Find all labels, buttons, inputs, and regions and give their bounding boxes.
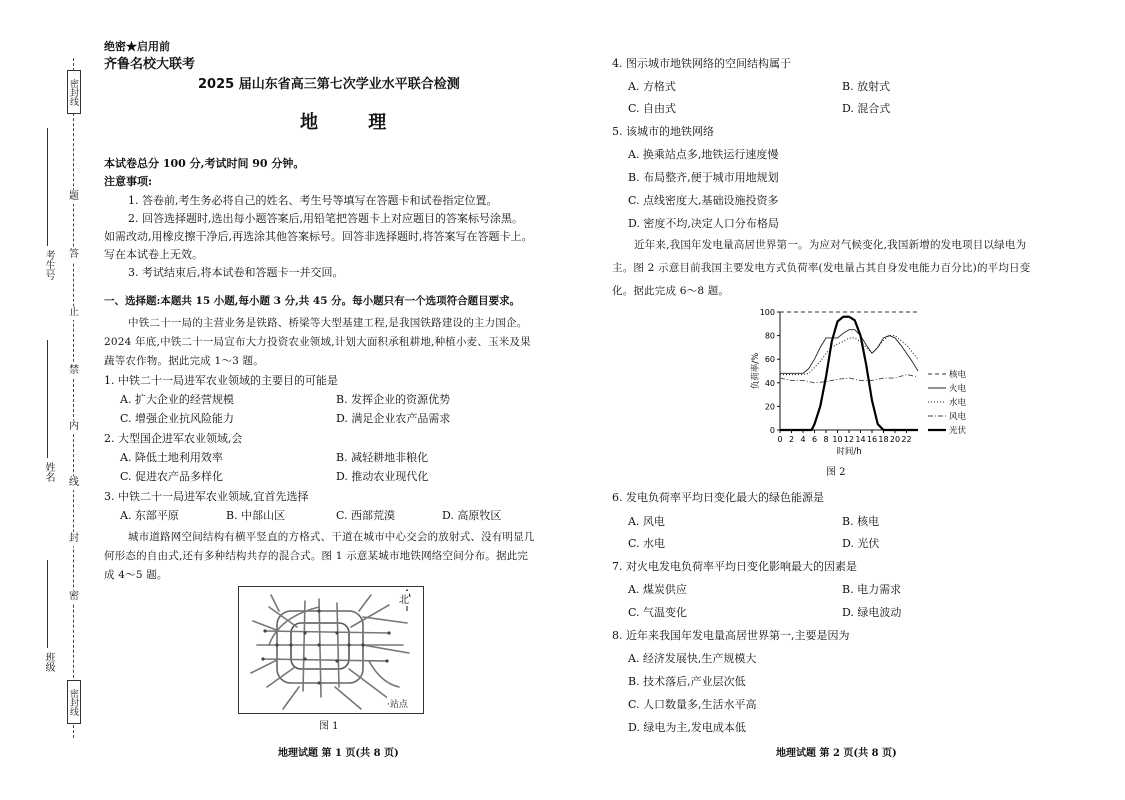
figure-2-caption: 图 2 (826, 467, 846, 478)
page-footer: 地理试题 第 2 页(共 8 页) (776, 748, 897, 759)
question-stem: 7. 对火电发电负荷率平均日变化影响最大的因素是 (612, 560, 857, 573)
option-a[interactable]: A. 方格式 (628, 80, 676, 93)
load-rate-chart (742, 304, 1042, 462)
option-a[interactable]: A. 扩大企业的经营规模 (120, 393, 234, 406)
y-tick-label: 0 (769, 426, 775, 435)
option-a[interactable]: A. 降低土地利用效率 (120, 451, 223, 464)
section-heading: 一、选择题:本题共 15 小题,每小题 3 分,共 45 分。每小题只有一个选项符合题目要求。 (104, 295, 521, 307)
exam-number-field[interactable]: 考生号 (40, 128, 62, 288)
option-b[interactable]: B. 放射式 (842, 80, 891, 93)
x-tick-label: 12 (843, 435, 855, 444)
seal-label-bottom: 密封线 (67, 680, 81, 724)
name-field[interactable]: 姓名 (40, 340, 62, 510)
page-1-column (104, 0, 556, 800)
seal-char: 内 (69, 421, 79, 432)
passage-line: 蔬等农作物。据此完成 1～3 题。 (104, 355, 264, 367)
legend-label: 光伏 (949, 426, 967, 436)
class-field[interactable]: 班级 (40, 560, 62, 680)
x-tick-label: 10 (832, 435, 843, 444)
option-c[interactable]: C. 自由式 (628, 102, 677, 115)
seal-char: 封 (69, 533, 79, 544)
exam-title: 2025 届山东省高三第七次学业水平联合检测 (198, 77, 460, 92)
load-rate-chart-svg (742, 304, 1042, 462)
option-c[interactable]: C. 气温变化 (628, 606, 688, 619)
x-tick-label: 4 (800, 435, 806, 444)
option-c[interactable]: C. 增强企业抗风险能力 (120, 412, 235, 425)
league-name: 齐鲁名校大联考 (104, 57, 196, 72)
question-stem: 5. 该城市的地铁网络 (612, 125, 714, 138)
option-b[interactable]: B. 技术落后,产业层次低 (628, 675, 746, 688)
x-tick-label: 16 (866, 435, 878, 444)
secret-mark: 绝密★启用前 (104, 40, 170, 53)
series-line-风电 (780, 375, 918, 383)
passage-line: 近年来,我国年发电量高居世界第一。为应对气候变化,我国新增的发电项目以绿电为 (634, 239, 1027, 251)
passage-line: 城市道路网空间结构有横平竖直的方格式、干道在城市中心交会的放射式、没有明显几 (128, 531, 535, 543)
option-c[interactable]: C. 西部荒漠 (336, 509, 396, 522)
y-tick-label: 100 (759, 308, 775, 317)
option-b[interactable]: B. 发挥企业的资源优势 (336, 393, 451, 406)
legend-label: 水电 (949, 398, 967, 408)
x-axis-label: 时间/h (836, 447, 862, 457)
metro-map-figure (238, 586, 424, 714)
seal-label-top: 密封线 (67, 70, 81, 114)
passage-line: 2024 年底,中铁二十一局宣布大力投资农业领域,计划大面积承租耕地,种植小麦、玉米及果 (104, 336, 531, 348)
passage-line: 何形态的自由式,还有多种结构共存的混合式。图 1 示意某城市地铁网络空间分布。据此完 (104, 550, 529, 562)
option-d[interactable]: D. 推动农业现代化 (336, 470, 429, 483)
question-stem: 2. 大型国企进军农业领域,会 (104, 432, 243, 445)
option-d[interactable]: D. 密度不均,决定人口分布格局 (628, 217, 779, 230)
x-tick-label: 18 (878, 435, 889, 444)
option-c[interactable]: C. 促进农产品多样化 (120, 470, 224, 483)
option-d[interactable]: D. 混合式 (842, 102, 891, 115)
passage-line: 中铁二十一局的主营业务是铁路、桥梁等大型基建工程,是我国铁路建设的主力国企。 (128, 317, 528, 329)
passage-line: 主。图 2 示意目前我国主要发电方式负荷率(发电量占其自身发电能力百分比)的平均日变 (612, 262, 1031, 274)
seal-char: 答 (69, 249, 79, 260)
notice-item: 3. 考试结束后,将本试卷和答题卡一并交回。 (128, 266, 344, 279)
option-c[interactable]: C. 水电 (628, 537, 666, 550)
notice-item: 1. 答卷前,考生务必将自己的姓名、考生号等填写在答题卡和试卷指定位置。 (128, 194, 498, 207)
seal-dashed-line (73, 58, 74, 738)
seal-char: 线 (69, 477, 79, 488)
option-a[interactable]: A. 煤炭供应 (628, 583, 687, 596)
notice-item: 写在本试卷上无效。 (104, 248, 203, 261)
y-tick-label: 20 (764, 402, 775, 412)
option-d[interactable]: D. 绿电为主,发电成本低 (628, 721, 746, 734)
x-tick-label: 2 (788, 435, 795, 444)
option-b[interactable]: B. 电力需求 (842, 583, 902, 596)
seal-char: 止 (69, 307, 79, 318)
passage-line: 化。据此完成 6～8 题。 (612, 285, 730, 297)
option-d[interactable]: D. 高原牧区 (442, 509, 502, 522)
x-tick-label: 14 (855, 435, 866, 444)
binding-strip (36, 0, 88, 800)
subject-title: 地 理 (300, 112, 409, 133)
question-stem: 8. 近年来我国年发电量高居世界第一,主要是因为 (612, 629, 850, 642)
option-b[interactable]: B. 布局整齐,便于城市用地规划 (628, 171, 779, 184)
option-a[interactable]: A. 经济发展快,生产规模大 (628, 652, 757, 665)
page-2-column (612, 0, 1096, 800)
score-line: 本试卷总分 100 分,考试时间 90 分钟。 (104, 157, 305, 170)
option-d[interactable]: D. 满足企业农产品需求 (336, 412, 451, 425)
page-footer: 地理试题 第 1 页(共 8 页) (278, 748, 399, 759)
x-tick-label: 22 (901, 435, 912, 444)
question-stem: 6. 发电负荷率平均日变化最大的绿色能源是 (612, 491, 824, 504)
seal-char: 禁 (69, 365, 79, 376)
legend-label: 风电 (949, 412, 967, 422)
y-axis-label: 负荷率/% (751, 352, 761, 390)
question-stem: 1. 中铁二十一局进军农业领域的主要目的可能是 (104, 374, 338, 387)
notice-heading: 注意事项: (104, 175, 153, 188)
series-line-火电 (780, 330, 918, 374)
option-c[interactable]: C. 点线密度大,基础设施投资多 (628, 194, 779, 207)
question-stem: 3. 中铁二十一局进军农业领域,宜首先选择 (104, 490, 309, 503)
figure-1-caption: 图 1 (319, 721, 339, 732)
option-d[interactable]: D. 绿电波动 (842, 606, 902, 619)
seal-char: 密 (69, 591, 79, 602)
y-tick-label: 60 (764, 355, 775, 365)
legend-label: 核电 (949, 370, 967, 380)
x-tick-label: 6 (811, 435, 818, 444)
option-b[interactable]: B. 减轻耕地非粮化 (336, 451, 429, 464)
station-legend: ·站点 (387, 697, 408, 710)
legend-label: 火电 (949, 384, 967, 394)
notice-item: 如需改动,用橡皮擦干净后,再选涂其他答案标号。回答非选择题时,将答案写在答题卡上。 (104, 230, 533, 243)
x-tick-label: 20 (889, 435, 901, 444)
y-tick-label: 80 (764, 331, 775, 341)
option-a[interactable]: A. 风电 (628, 515, 665, 528)
option-b[interactable]: B. 核电 (842, 515, 880, 528)
seal-char: 题 (69, 191, 79, 202)
y-tick-label: 40 (764, 378, 775, 388)
option-a[interactable]: A. 换乘站点多,地铁运行速度慢 (628, 148, 779, 161)
north-label: 北 (399, 591, 409, 606)
passage-line: 成 4～5 题。 (104, 569, 168, 581)
notice-item: 2. 回答选择题时,选出每小题答案后,用铅笔把答题卡上对应题目的答案标号涂黑。 (128, 212, 523, 225)
metro-network-svg (239, 587, 423, 713)
option-a[interactable]: A. 东部平原 (120, 509, 179, 522)
option-b[interactable]: B. 中部山区 (226, 509, 286, 522)
question-stem: 4. 图示城市地铁网络的空间结构属于 (612, 57, 791, 70)
x-tick-label: 0 (777, 435, 783, 444)
option-c[interactable]: C. 人口数量多,生活水平高 (628, 698, 757, 711)
option-d[interactable]: D. 光伏 (842, 537, 880, 550)
x-tick-label: 8 (823, 435, 829, 444)
